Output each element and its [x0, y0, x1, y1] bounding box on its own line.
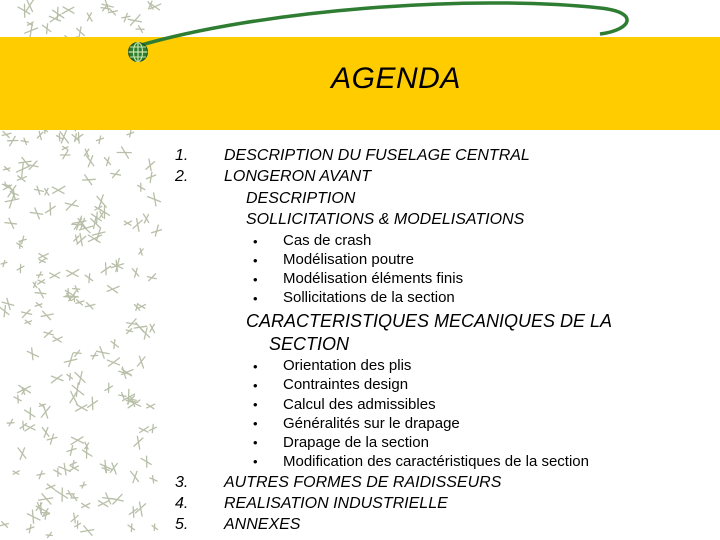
bullet-marker: • [253, 253, 258, 268]
list-number: 2. [175, 168, 189, 185]
bullet-item: Cas de crash [283, 232, 372, 249]
bullet-item: Modélisation éléments finis [283, 270, 464, 287]
agenda-item: REALISATION INDUSTRIELLE [224, 495, 448, 512]
bullet-marker: • [253, 454, 258, 469]
bullet-marker: • [253, 397, 258, 412]
bullet-marker: • [253, 291, 258, 306]
agenda-subheading-continued: SECTION [269, 334, 350, 354]
agenda-subheading: SOLLICITATIONS & MODELISATIONS [246, 211, 525, 228]
agenda-item: DESCRIPTION DU FUSELAGE CENTRAL [224, 147, 530, 164]
list-number: 4. [175, 495, 189, 512]
bullet-marker: • [253, 234, 258, 249]
bullet-item: Modélisation poutre [283, 251, 414, 268]
bullet-item: Orientation des plis [283, 357, 412, 374]
bullet-item: Sollicitations de la section [283, 289, 455, 306]
bullet-marker: • [253, 359, 258, 374]
list-number: 5. [175, 516, 189, 533]
bullet-item: Calcul des admissibles [283, 396, 436, 413]
slide-title: AGENDA [331, 62, 461, 95]
bullet-item: Drapage de la section [283, 434, 429, 451]
list-number: 1. [175, 147, 189, 164]
agenda-item: ANNEXES [224, 516, 301, 533]
bullet-item: Généralités sur le drapage [283, 415, 460, 432]
bullet-marker: • [253, 435, 258, 450]
bullet-item: Modification des caractéristiques de la section [283, 453, 589, 470]
bullet-marker: • [253, 272, 258, 287]
agenda-item: AUTRES FORMES DE RAIDISSEURS [224, 474, 502, 491]
agenda-subheading: DESCRIPTION [246, 190, 356, 207]
bullet-marker: • [253, 416, 258, 431]
bullet-item: Contraintes design [283, 376, 409, 393]
list-number: 3. [175, 474, 189, 491]
bullet-marker: • [253, 378, 258, 393]
agenda-item: LONGERON AVANT [224, 168, 371, 185]
agenda-subheading: CARACTERISTIQUES MECANIQUES DE LA [246, 311, 613, 331]
